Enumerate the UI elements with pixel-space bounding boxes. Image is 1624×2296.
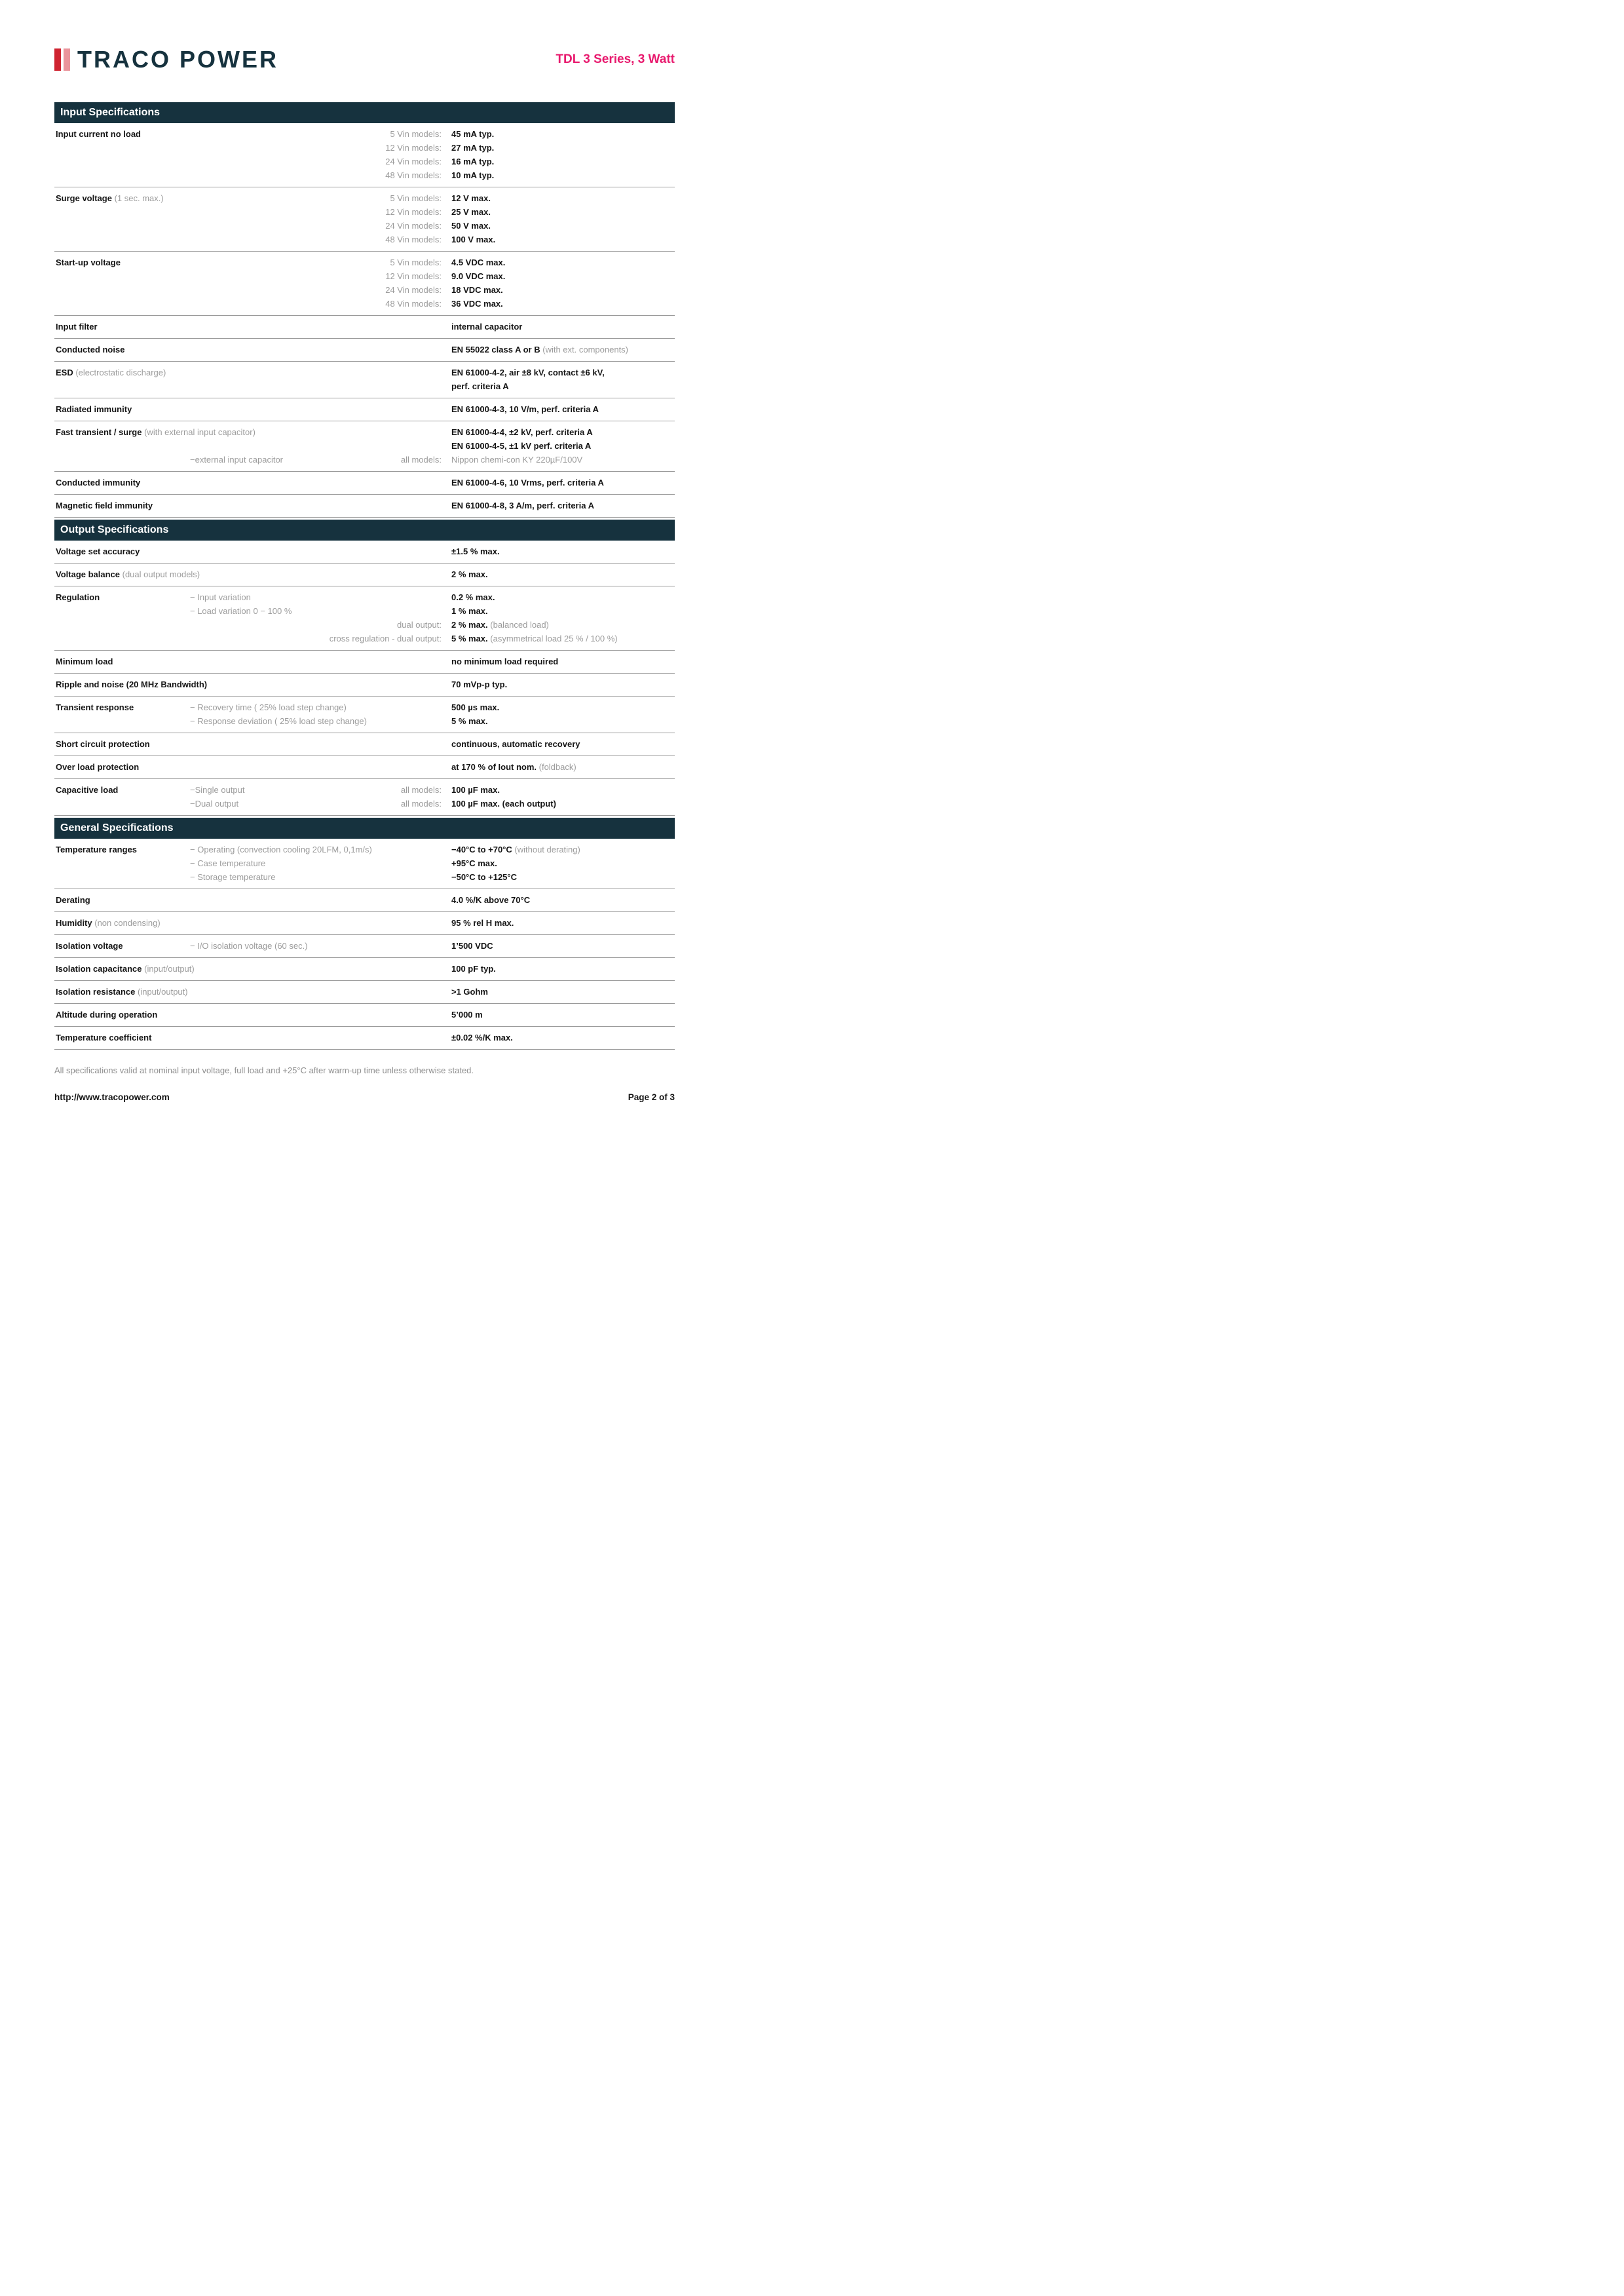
spec-value: internal capacitor — [451, 322, 523, 332]
spec-value: 10 mA typ. — [451, 170, 495, 180]
spec-value: no minimum load required — [451, 657, 559, 666]
row-label: Transient response — [56, 702, 134, 712]
spec-row-short-circuit-protection — [54, 733, 675, 756]
spec-value: 45 mA typ. — [451, 129, 495, 139]
spec-row-conducted-immunity — [54, 472, 675, 495]
model-label: 12 Vin models: — [385, 143, 442, 153]
row-label: Short circuit protection — [56, 739, 150, 749]
spec-row-isolation-resistance — [54, 981, 675, 1004]
spec-value-note: (balanced load) — [487, 620, 549, 630]
condition-label: − Recovery time ( 25% load step change) — [190, 702, 347, 712]
row-label: Voltage balance (dual output models) — [56, 569, 200, 579]
spec-value: continuous, automatic recovery — [451, 739, 580, 749]
row-label: Voltage set accuracy — [56, 546, 140, 556]
row-label-note: (dual output models) — [120, 569, 200, 579]
spec-value: 100 V max. — [451, 235, 496, 244]
datasheet-page — [0, 0, 812, 1148]
model-label: cross regulation - dual output: — [329, 634, 442, 643]
spec-row-minimum-load — [54, 651, 675, 674]
spec-value: EN 61000-4-2, air ±8 kV, contact ±6 kV, — [451, 368, 605, 377]
traco-power-logo — [54, 46, 278, 73]
spec-row-esd — [54, 362, 675, 398]
row-label-note: (electrostatic discharge) — [73, 368, 166, 377]
spec-line — [56, 256, 673, 269]
spec-line — [56, 1008, 673, 1022]
spec-value: 18 VDC max. — [451, 285, 503, 295]
model-label: dual output: — [397, 620, 442, 630]
spec-line — [56, 962, 673, 976]
page-header — [54, 46, 675, 73]
spec-row-isolation-capacitance — [54, 958, 675, 981]
row-label: Over load protection — [56, 762, 140, 772]
spec-row-isolation-voltage — [54, 935, 675, 958]
spec-value: at 170 % of Iout nom. (foldback) — [451, 762, 576, 772]
spec-line — [56, 856, 673, 870]
logo-bar-red-icon — [54, 48, 61, 71]
spec-line — [56, 985, 673, 999]
series-title: TDL 3 Series, 3 Watt — [556, 52, 675, 66]
model-label: 24 Vin models: — [385, 157, 442, 166]
condition-label: −external input capacitor — [190, 455, 284, 465]
spec-line — [56, 425, 673, 439]
spec-value: 5 % max. — [451, 716, 488, 726]
condition-label: − Case temperature — [190, 858, 266, 868]
spec-line — [56, 797, 673, 811]
row-label: Isolation capacitance (input/output) — [56, 964, 195, 974]
model-label: 12 Vin models: — [385, 207, 442, 217]
spec-line — [56, 141, 673, 155]
spec-row-voltage-balance — [54, 564, 675, 586]
spec-line — [56, 453, 673, 467]
page-footer — [54, 1092, 675, 1102]
section-header-input-specifications: Input Specifications — [54, 102, 675, 123]
row-label: Input filter — [56, 322, 98, 332]
spec-row-temperature-coefficient — [54, 1027, 675, 1050]
spec-value: ±1.5 % max. — [451, 546, 500, 556]
row-label: Temperature coefficient — [56, 1033, 152, 1043]
spec-line — [56, 168, 673, 182]
spec-row-input-filter — [54, 316, 675, 339]
row-label: Start-up voltage — [56, 258, 121, 267]
spec-line — [56, 219, 673, 233]
spec-row-over-load-protection — [54, 756, 675, 779]
spec-line — [56, 1031, 673, 1044]
spec-line — [56, 297, 673, 311]
spec-value: 16 mA typ. — [451, 157, 495, 166]
spec-line — [56, 320, 673, 334]
spec-value: −50°C to +125°C — [451, 872, 518, 882]
spec-value: 70 mVp-p typ. — [451, 679, 508, 689]
model-label: 48 Vin models: — [385, 299, 442, 309]
spec-value: 9.0 VDC max. — [451, 271, 506, 281]
spec-line — [56, 843, 673, 856]
row-label: Capacitive load — [56, 785, 119, 795]
spec-line — [56, 678, 673, 691]
model-label: all models: — [400, 799, 442, 809]
row-label: Isolation resistance (input/output) — [56, 987, 188, 997]
spec-value: 1’500 VDC — [451, 941, 493, 951]
spec-line — [56, 191, 673, 205]
row-label-note: (input/output) — [142, 964, 195, 974]
spec-value: 95 % rel H max. — [451, 918, 514, 928]
row-label: Temperature ranges — [56, 845, 138, 854]
spec-value: 5 % max. (asymmetrical load 25 % / 100 %) — [451, 634, 618, 643]
spec-value: EN 61000-4-8, 3 A/m, perf. criteria A — [451, 501, 594, 510]
spec-line — [56, 205, 673, 219]
row-label: Minimum load — [56, 657, 113, 666]
spec-value: EN 61000-4-3, 10 V/m, perf. criteria A — [451, 404, 599, 414]
spec-value: 36 VDC max. — [451, 299, 503, 309]
row-label: Conducted immunity — [56, 478, 141, 488]
spec-line — [56, 590, 673, 604]
spec-line — [56, 618, 673, 632]
spec-row-transient-response — [54, 697, 675, 733]
row-label: Radiated immunity — [56, 404, 132, 414]
spec-value: 4.5 VDC max. — [451, 258, 506, 267]
spec-line — [56, 439, 673, 453]
spec-value: ±0.02 %/K max. — [451, 1033, 513, 1043]
spec-row-altitude-during-operation — [54, 1004, 675, 1027]
spec-value: 500 µs max. — [451, 702, 500, 712]
spec-value: 100 pF typ. — [451, 964, 496, 974]
spec-row-ripple-and-noise-20-mhz-bandwidth — [54, 674, 675, 697]
model-label: 5 Vin models: — [390, 258, 442, 267]
model-label: 5 Vin models: — [390, 129, 442, 139]
condition-label: − I/O isolation voltage (60 sec.) — [190, 941, 308, 951]
spec-row-start-up-voltage — [54, 252, 675, 316]
spec-value: 27 mA typ. — [451, 143, 495, 153]
spec-row-temperature-ranges — [54, 839, 675, 889]
spec-line — [56, 545, 673, 558]
spec-value-note: (foldback) — [537, 762, 576, 772]
condition-label: − Load variation 0 − 100 % — [190, 606, 292, 616]
condition-label: − Response deviation ( 25% load step change) — [190, 716, 367, 726]
spec-value: 5’000 m — [451, 1010, 483, 1020]
spec-line — [56, 379, 673, 393]
spec-value: +95°C max. — [451, 858, 497, 868]
spec-line — [56, 499, 673, 512]
row-label-note: (1 sec. max.) — [111, 193, 164, 203]
spec-row-capacitive-load — [54, 779, 675, 816]
spec-row-surge-voltage — [54, 187, 675, 252]
logo-bar-pink-icon — [64, 48, 70, 71]
row-label: Conducted noise — [56, 345, 125, 354]
row-label: Isolation voltage — [56, 941, 123, 951]
spec-row-voltage-set-accuracy — [54, 541, 675, 564]
spec-line — [56, 366, 673, 379]
row-label-note: (with external input capacitor) — [142, 427, 255, 437]
model-label: 12 Vin models: — [385, 271, 442, 281]
spec-line — [56, 714, 673, 728]
condition-label: −Dual output — [190, 799, 239, 809]
spec-line — [56, 655, 673, 668]
spec-value: 2 % max. — [451, 569, 488, 579]
row-label: Regulation — [56, 592, 100, 602]
section-header-output-specifications: Output Specifications — [54, 520, 675, 541]
spec-row-fast-transient-surge — [54, 421, 675, 472]
spec-row-regulation — [54, 586, 675, 651]
spec-value-note: (with ext. components) — [540, 345, 629, 354]
spec-line — [56, 402, 673, 416]
spec-line — [56, 700, 673, 714]
footnote: All specifications valid at nominal input voltage, full load and +25°C after warm-up time unless otherwise stated. — [54, 1065, 474, 1075]
spec-value: EN 61000-4-5, ±1 kV perf. criteria A — [451, 441, 592, 451]
row-label: Fast transient / surge (with external input capacitor) — [56, 427, 255, 437]
spec-line — [56, 283, 673, 297]
spec-line — [56, 737, 673, 751]
spec-value: −40°C to +70°C (without derating) — [451, 845, 580, 854]
spec-value: 12 V max. — [451, 193, 491, 203]
spec-value: 25 V max. — [451, 207, 491, 217]
spec-value: 2 % max. (balanced load) — [451, 620, 549, 630]
spec-line — [56, 604, 673, 618]
model-label: 24 Vin models: — [385, 221, 442, 231]
spec-value: 1 % max. — [451, 606, 488, 616]
row-label: Derating — [56, 895, 90, 905]
row-label-note: (non condensing) — [92, 918, 161, 928]
row-label: Surge voltage (1 sec. max.) — [56, 193, 164, 203]
spec-line — [56, 632, 673, 645]
spec-value: EN 61000-4-6, 10 Vrms, perf. criteria A — [451, 478, 604, 488]
spec-line — [56, 155, 673, 168]
spec-line — [56, 916, 673, 930]
spec-row-radiated-immunity — [54, 398, 675, 421]
section-header-general-specifications: General Specifications — [54, 818, 675, 839]
row-label-note: (input/output) — [135, 987, 188, 997]
spec-line — [56, 760, 673, 774]
condition-label: − Operating (convection cooling 20LFM, 0,1m/s) — [190, 845, 372, 854]
spec-row-magnetic-field-immunity — [54, 495, 675, 518]
model-label: all models: — [400, 785, 442, 795]
spec-value: 100 µF max. — [451, 785, 500, 795]
spec-line — [56, 870, 673, 884]
condition-label: − Storage temperature — [190, 872, 276, 882]
row-label: Altitude during operation — [56, 1010, 158, 1020]
spec-line — [56, 893, 673, 907]
spec-line — [56, 476, 673, 489]
condition-label: − Input variation — [190, 592, 251, 602]
row-label: Input current no load — [56, 129, 141, 139]
row-label: ESD (electrostatic discharge) — [56, 368, 166, 377]
model-label: 5 Vin models: — [390, 193, 442, 203]
spec-value: 4.0 %/K above 70°C — [451, 895, 531, 905]
spec-tables — [54, 102, 675, 1050]
model-label: 48 Vin models: — [385, 235, 442, 244]
logo-text: TRACO POWER — [77, 46, 278, 73]
logo-bars-icon — [54, 48, 70, 71]
spec-line — [56, 343, 673, 356]
footer-url[interactable]: http://www.tracopower.com — [54, 1092, 170, 1102]
spec-value: >1 Gohm — [451, 987, 488, 997]
page-number: Page 2 of 3 — [628, 1092, 675, 1102]
spec-line — [56, 567, 673, 581]
row-label: Ripple and noise (20 MHz Bandwidth) — [56, 679, 208, 689]
spec-value: 50 V max. — [451, 221, 491, 231]
spec-value: perf. criteria A — [451, 381, 509, 391]
spec-row-humidity — [54, 912, 675, 935]
spec-line — [56, 127, 673, 141]
spec-value-note: (without derating) — [512, 845, 580, 854]
spec-value: 0.2 % max. — [451, 592, 495, 602]
condition-label: −Single output — [190, 785, 245, 795]
spec-row-input-current-no-load — [54, 123, 675, 187]
row-label: Humidity (non condensing) — [56, 918, 161, 928]
spec-value: 100 µF max. (each output) — [451, 799, 556, 809]
row-label: Magnetic field immunity — [56, 501, 153, 510]
spec-line — [56, 783, 673, 797]
spec-row-conducted-noise — [54, 339, 675, 362]
model-label: 48 Vin models: — [385, 170, 442, 180]
spec-value: EN 61000-4-4, ±2 kV, perf. criteria A — [451, 427, 593, 437]
spec-row-derating — [54, 889, 675, 912]
spec-line — [56, 233, 673, 246]
spec-value: EN 55022 class A or B (with ext. components) — [451, 345, 629, 354]
model-label: all models: — [400, 455, 442, 465]
spec-line — [56, 939, 673, 953]
spec-line — [56, 269, 673, 283]
spec-value-note: (asymmetrical load 25 % / 100 %) — [487, 634, 618, 643]
spec-value: Nippon chemi-con KY 220µF/100V — [451, 455, 583, 465]
model-label: 24 Vin models: — [385, 285, 442, 295]
